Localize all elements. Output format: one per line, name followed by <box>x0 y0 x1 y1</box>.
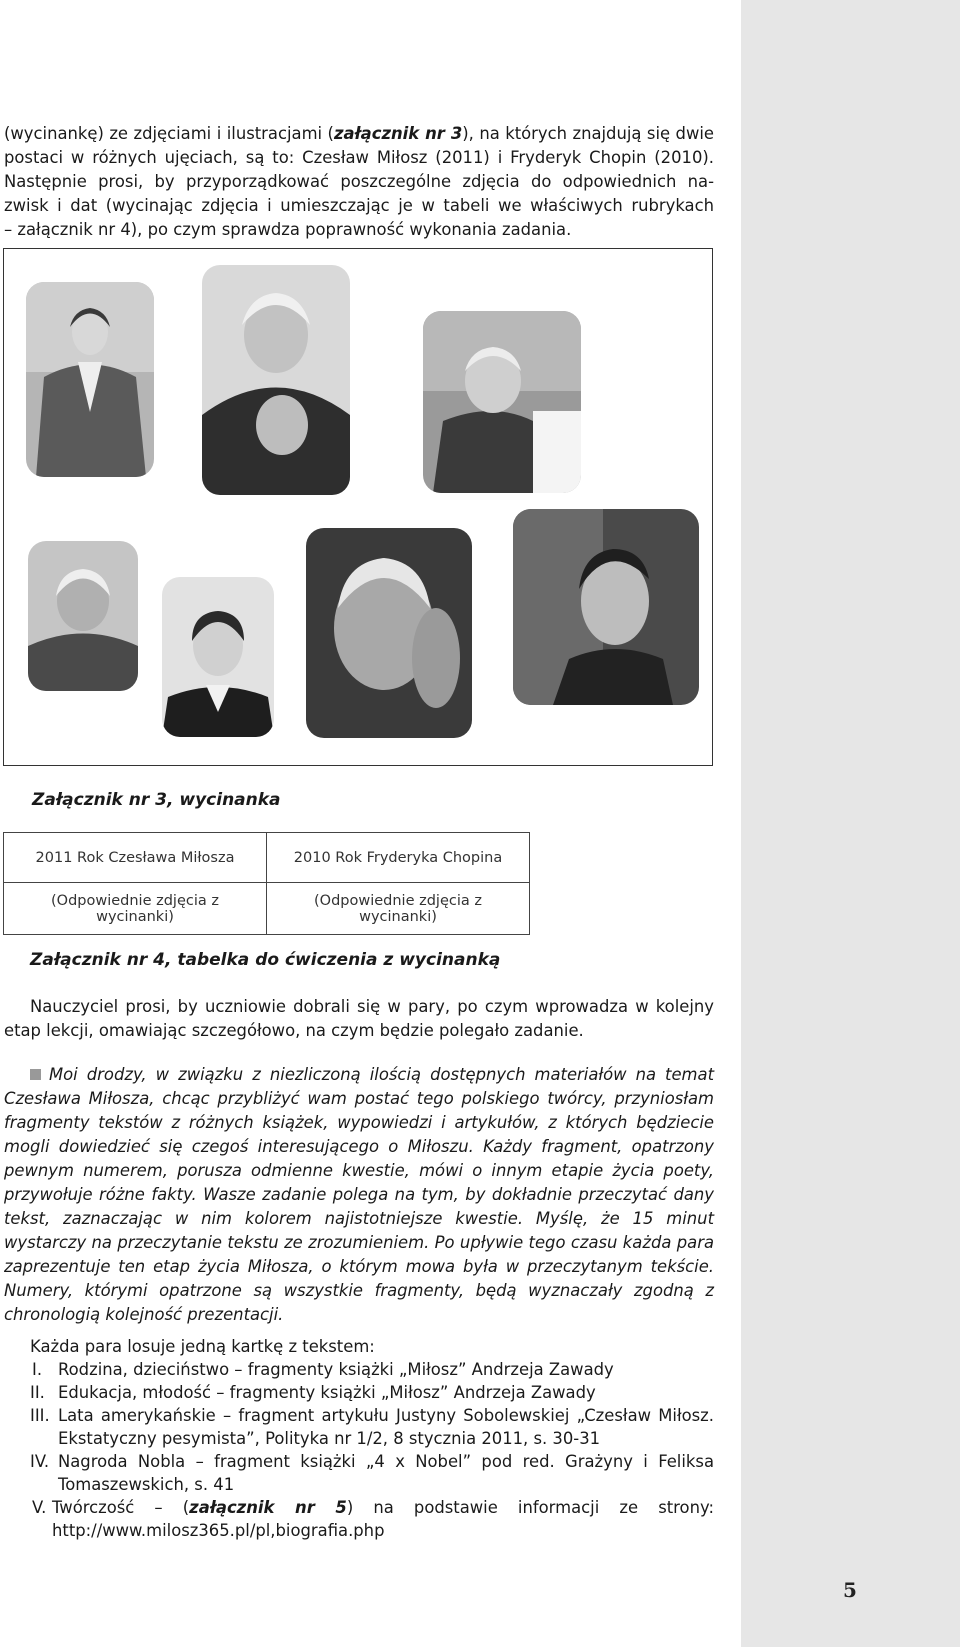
caption-attachment-4: Załącznik nr 4, tabelka do ćwiczenia z wycinanką <box>30 950 501 970</box>
intro-line-5: – załącznik nr 4), po czym sprawdza poprawność wykonania zadania. <box>4 220 572 239</box>
photo-chopin-portrait <box>162 577 274 737</box>
page-number: 5 <box>843 1578 857 1602</box>
intro-line-4: zwisk i dat (wycinając zdjęcia i umieszczając je w tabeli we właściwych rubrykach <box>4 196 714 215</box>
table-cell-chopin: (Odpowiednie zdjęcia z wycinanki) <box>267 883 530 935</box>
photo-milosz-older <box>28 541 138 691</box>
list-item: II. Edukacja, młodość – fragmenty książki „Miłosz” Andrzeja Zawady <box>30 1383 596 1402</box>
list-item: I. Rodzina, dzieciństwo – fragmenty książki „Miłosz” Andrzeja Zawady <box>32 1360 614 1379</box>
list-intro: Każda para losuje jedną kartkę z tekstem: <box>30 1337 375 1356</box>
list-item: IV. Nagroda Nobla – fragment książki „4 x Nobel” pod red. Grażyny i Feliksa Tomaszewskich, s. 41 <box>30 1452 714 1494</box>
photo-milosz-desk <box>423 311 581 493</box>
photo-chopin-painting <box>513 509 699 705</box>
caption-attachment-3: Załącznik nr 3, wycinanka <box>32 790 281 810</box>
list-item: V. Twórczość – (załącznik nr 5) na podstawie informacji ze strony: http://www.milosz365.pl/pl,biografia.php <box>32 1498 714 1540</box>
intro-line-2: postaci w różnych ujęciach, są to: Czesław Miłosz (2011) i Fryderyk Chopin (2010). <box>4 148 714 167</box>
topics-list <box>4 1335 714 1542</box>
intro-paragraph <box>4 122 714 242</box>
table-row <box>4 833 530 883</box>
teacher-quote: Moi drodzy, w związku z niezliczoną ilością dostępnych materiałów na temat Czesława Miłosza, chcąc przybliżyć wam postać tego polskiego twórcy, przyniosłam fragmenty tekstów z różnych książek, wypowiedzi i artykułów, z których będziecie mogli dowiedzieć się czegoś interesującego o Miłoszu. Każdy fragment, opatrzony pewnym numerem, porusza odmienne kwestie, mówi o innym etapie życia poety, przywołuje różne fakty. Wasze zadanie polega na tym, by dokładnie przeczytać dany tekst, zaznaczając w nim kolorem najistotniejsze kwestie. Myślę, że 15 minut wystarczy na przeczytanie tekstu ze zrozumieniem. Po upływie tego czasu każda para zaprezentuje ten etap życia Miłosza, o którym mowa była w przeczytanym tekście. Numery, którymi opatrzone są wszystkie fragmenty, będą wyznaczały zgodną z chronologią kolejność prezentacji. <box>4 1065 714 1324</box>
photo-milosz-hands <box>202 265 350 495</box>
square-bullet-icon <box>30 1069 41 1080</box>
attachment-table <box>3 832 530 935</box>
page-sidebar <box>741 0 960 1647</box>
table-header-chopin: 2010 Rok Fryderyka Chopina <box>267 833 530 883</box>
table-row <box>4 883 530 935</box>
pairs-paragraph: Nauczyciel prosi, by uczniowie dobrali się w pary, po czym wprowadza w kolejny etap lekcji, omawiając szczegółowo, na czym będzie polegało zadanie. <box>4 997 714 1040</box>
intro-line-1: (wycinankę) ze zdjęciami i ilustracjami (załącznik nr 3), na których znajdują się dwie <box>4 124 714 143</box>
table-header-milosz: 2011 Rok Czesława Miłosza <box>4 833 267 883</box>
table-cell-milosz: (Odpowiednie zdjęcia z wycinanki) <box>4 883 267 935</box>
intro-line-3: Następnie prosi, by przyporządkować poszczególne zdjęcia do odpowiednich na- <box>4 172 714 191</box>
photo-collage <box>3 248 713 766</box>
list-item: III. Lata amerykańskie – fragment artykułu Justyny Sobolewskiej „Czesław Miłosz. Ekstatyczny pesymista”, Polityka nr 1/2, 8 stycznia 2011, s. 30-31 <box>30 1406 714 1448</box>
photo-milosz-thinking <box>306 528 472 738</box>
photo-chopin-standing <box>26 282 154 477</box>
